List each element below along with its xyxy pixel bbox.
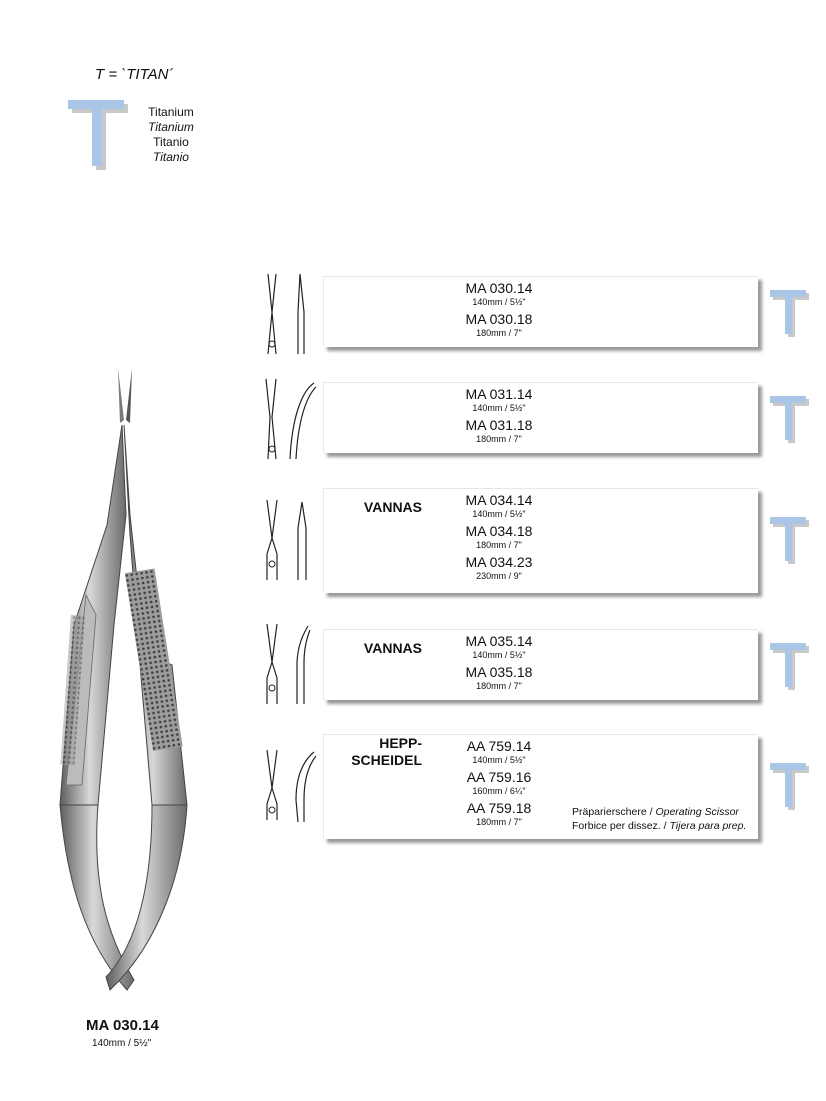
product-code: MA 035.18 [465,664,533,680]
product-size: 140mm / 5½" [472,650,526,660]
product-size: 180mm / 7" [476,817,522,827]
product-row [323,276,758,347]
product-size: 230mm / 9" [476,571,522,581]
product-code: MA 034.18 [465,523,533,539]
titan-t-icon [68,99,130,173]
product-code: MA 031.18 [465,417,533,433]
product-code: MA 034.23 [465,554,533,570]
codes [444,633,554,695]
desc-it: Forbice per dissez. / [572,820,670,832]
titan-t-icon [770,289,810,339]
product-name: HEPP- SCHEIDEL [351,735,422,768]
product-code: AA 759.18 [466,800,532,816]
legend-line-de: Titanium [148,105,194,119]
codes [444,280,554,342]
product-code: MA 030.14 [465,280,533,296]
material-legend [148,105,194,165]
product-size: 140mm / 5½" [472,297,526,307]
row1-tip-drawing [262,272,318,358]
product-size: 180mm / 7" [476,540,522,550]
legend-line-en: Titanium [148,120,194,134]
codes [444,386,554,448]
product-row [323,734,758,839]
product-size: 140mm / 5½" [472,509,526,519]
product-name: VANNAS [363,499,422,515]
product-size: 140mm / 5½" [472,403,526,413]
legend-line-it: Titanio [153,135,189,149]
caption-code: MA 030.14 [86,1017,159,1034]
titan-t-icon [770,762,810,812]
product-size: 160mm / 6¼" [472,786,526,796]
desc-es: Tijera para prep. [669,820,747,832]
product-size: 180mm / 7" [476,434,522,444]
codes [444,738,554,831]
product-row [323,488,758,593]
titan-t-icon [770,395,810,445]
titan-t-icon [770,516,810,566]
product-code: AA 759.16 [466,769,532,785]
product-code: MA 030.18 [465,311,533,327]
product-description [572,805,746,833]
row5-tip-drawing [262,748,318,834]
legend-line-es: Titanio [153,150,189,164]
desc-en: Operating Scissor [655,806,739,818]
titan-t-icon [770,642,810,692]
caption-size: 140mm / 5½" [92,1038,152,1049]
product-row [323,629,758,700]
product-size: 140mm / 5½" [472,755,526,765]
legend-title: T = `TITAN´ [95,66,174,83]
product-code: AA 759.14 [466,738,532,754]
product-size: 180mm / 7" [476,681,522,691]
row2-tip-drawing [262,377,318,463]
product-name: VANNAS [363,640,422,656]
product-code: MA 035.14 [465,633,533,649]
product-row [323,382,758,453]
product-size: 180mm / 7" [476,328,522,338]
desc-de: Präparierschere / [572,806,656,818]
row4-tip-drawing [262,622,318,708]
codes [444,492,554,585]
product-code: MA 031.14 [465,386,533,402]
scissor-illustration [52,365,197,995]
product-code: MA 034.14 [465,492,533,508]
row3-tip-drawing [262,498,318,584]
